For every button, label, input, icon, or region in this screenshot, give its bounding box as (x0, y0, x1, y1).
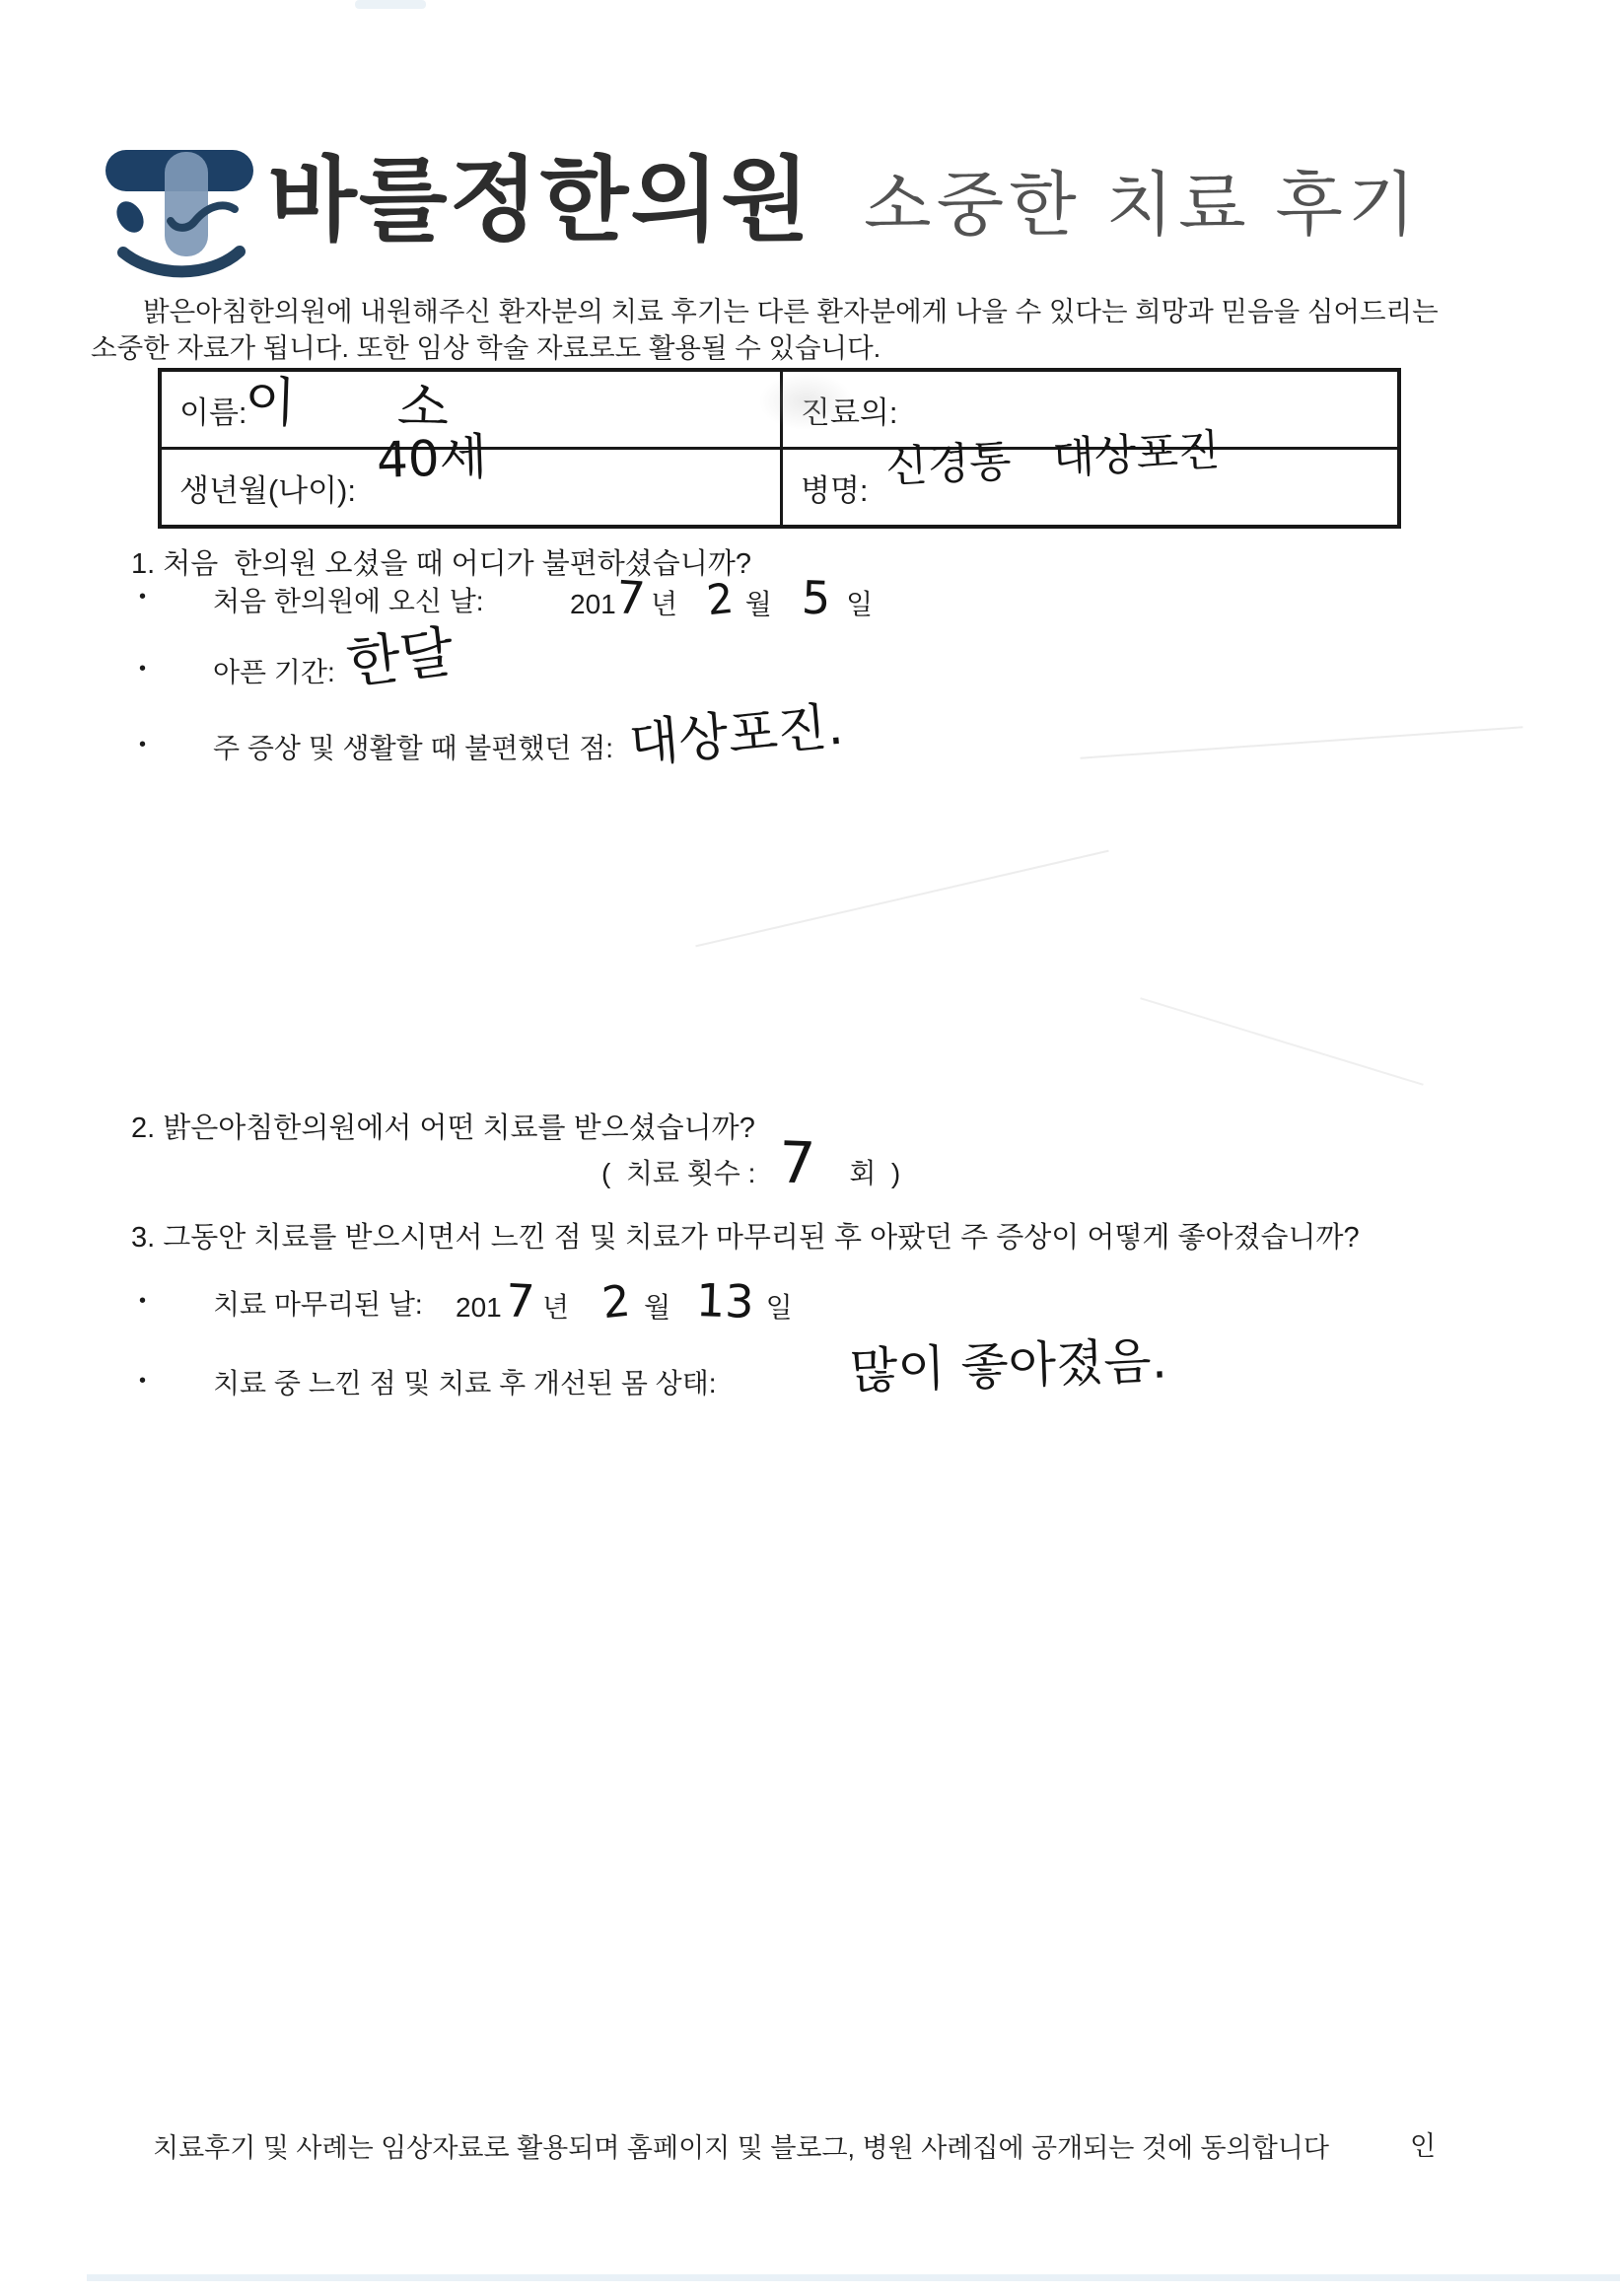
improvement-handwritten-value: 많이 좋아졌음. (849, 1331, 1168, 1400)
end-date-month-unit: 월 (644, 1292, 671, 1323)
bullet-pain-period: • (139, 658, 147, 680)
seal-label: 인 (1410, 2131, 1437, 2161)
symptoms-label: 주 증상 및 생활할 때 불편했던 점: (213, 733, 614, 763)
scan-crease-3 (1140, 997, 1423, 1086)
bullet-end-date: • (139, 1290, 147, 1312)
scan-crease-2 (695, 850, 1108, 948)
first-visit-day-handwritten: 5 (800, 570, 832, 625)
name-handwritten-value: 이 소 (243, 370, 451, 440)
first-visit-year-handwritten: 7 (613, 570, 647, 625)
first-visit-day-unit: 일 (846, 589, 874, 619)
disease-handwritten-value: 신경통 대상포진 (883, 425, 1222, 493)
scan-line-bottom (87, 2274, 1620, 2281)
page-title: 소중한 치료 후기 (864, 167, 1421, 245)
question1-title: 1. 처음 한의원 오셨을 때 어디가 불편하셨습니까? (131, 548, 751, 580)
first-visit-year-prefix: 201 (570, 589, 616, 619)
birth-label: 생년월(나이): (179, 473, 356, 508)
end-date-day-unit: 일 (765, 1292, 793, 1323)
scan-smudge-top (355, 0, 426, 9)
birth-handwritten-value: 40세 (376, 428, 488, 489)
question3-title: 3. 그동안 치료를 받으시면서 느낀 점 및 치료가 마무리된 후 아팠던 주 증상이 어떻게 좋아졌습니까? (131, 1222, 1360, 1254)
consent-text: 치료후기 및 사례는 임상자료로 활용되며 홈페이지 및 블로그, 병원 사례집에 공개되는 것에 동의합니다 (153, 2133, 1329, 2163)
end-date-day-handwritten: 13 (695, 1272, 755, 1329)
end-date (456, 1272, 793, 1329)
doctor-label: 진료의: (801, 395, 898, 430)
bullet-improvement: • (139, 1370, 147, 1392)
clinic-name: 바를정한의원 (268, 149, 812, 251)
end-date-year-unit: 년 (542, 1292, 570, 1323)
name-label: 이름: (179, 395, 247, 430)
treatment-count-close: 회 ) (849, 1158, 901, 1188)
pain-period-label: 아픈 기간: (213, 657, 335, 687)
bullet-first-visit: • (139, 586, 147, 608)
symptoms-handwritten-value: 대상포진. (626, 696, 846, 775)
treatment-count-handwritten: 7 (778, 1128, 817, 1197)
first-visit-month-unit: 월 (744, 589, 772, 619)
treatment-count-open: ( 치료 횟수 : (601, 1158, 756, 1188)
scan-crease-1 (1080, 726, 1522, 758)
question2-title: 2. 밝은아침한의원에서 어떤 치료를 받으셨습니까? (131, 1112, 755, 1144)
treatment-count-line (601, 1128, 901, 1197)
bullet-symptoms: • (139, 734, 147, 755)
first-visit-year-unit: 년 (651, 589, 678, 619)
intro-line-2: 소중한 자료가 됩니다. 또한 임상 학술 자료로도 활용될 수 있습니다. (91, 332, 881, 363)
first-visit-date (570, 570, 874, 625)
pain-period-handwritten-value: 한달 (343, 619, 458, 697)
end-date-label: 치료 마무리된 날: (213, 1289, 423, 1320)
end-date-month-handwritten: 2 (599, 1275, 633, 1329)
first-visit-month-handwritten: 2 (704, 573, 737, 625)
improvement-label: 치료 중 느낀 점 및 치료 후 개선된 몸 상태: (213, 1368, 717, 1399)
end-date-year-prefix: 201 (456, 1292, 502, 1323)
end-date-year-handwritten: 7 (504, 1273, 536, 1328)
intro-line-1: 밝은아침한의원에 내원해주신 환자분의 치료 후기는 다른 환자분에게 나을 수 있다는 희망과 믿음을 심어드리는 (143, 296, 1439, 326)
disease-label: 병명: (801, 473, 869, 508)
first-visit-label: 처음 한의원에 오신 날: (213, 586, 484, 616)
clinic-logo-icon (94, 136, 263, 284)
